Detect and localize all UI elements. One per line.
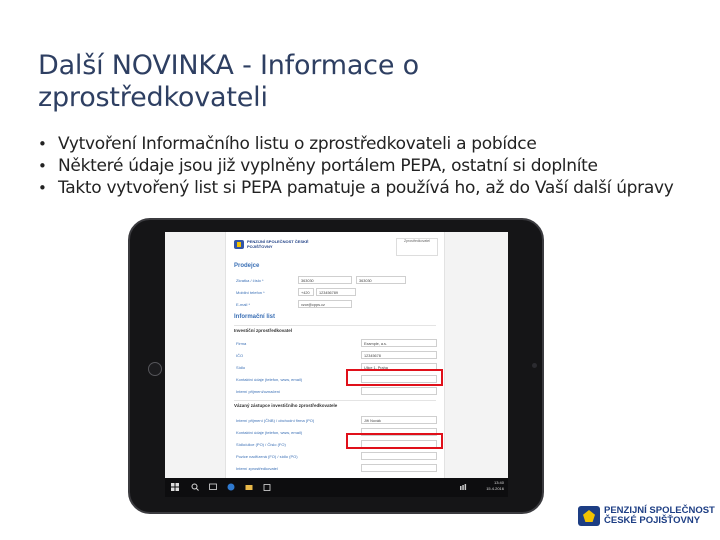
tablet-camera bbox=[532, 363, 537, 368]
field-input[interactable]: Example, a.s. bbox=[361, 339, 437, 347]
field-label: Interní přijmení/označení bbox=[236, 389, 281, 394]
field-input[interactable] bbox=[361, 452, 437, 460]
section-info: Informační list bbox=[234, 314, 276, 320]
store-icon[interactable] bbox=[263, 483, 271, 491]
field-input[interactable]: Jiří Novák bbox=[361, 416, 437, 424]
divider bbox=[234, 325, 436, 326]
field-input[interactable] bbox=[361, 387, 437, 395]
taskbar-time: 13:40 bbox=[493, 480, 504, 485]
taskbar-clock[interactable] bbox=[486, 480, 504, 492]
field-label: Zkratka / číslo * bbox=[236, 278, 264, 283]
tablet-screen bbox=[165, 232, 508, 497]
brand-logo-text: PENZIJNÍ SPOLEČNOST ČESKÉ POJIŠŤOVNY bbox=[247, 239, 309, 249]
field-label: Interní zprostředkovatel bbox=[236, 466, 278, 471]
bullet-item: • Takto vytvořený list si PEPA pamatuje a používá ho, až do Vaší další úpravy bbox=[38, 177, 698, 199]
footer-logo-text bbox=[604, 506, 715, 526]
field-input[interactable]: 363030 bbox=[298, 276, 352, 284]
brand-logo-icon bbox=[234, 240, 244, 249]
network-icon[interactable] bbox=[459, 483, 467, 491]
field-label: E-mail * bbox=[236, 302, 251, 307]
field-label: IČO bbox=[236, 353, 244, 358]
windows-start-icon[interactable] bbox=[171, 483, 179, 491]
windows-taskbar bbox=[165, 478, 508, 497]
task-view-icon[interactable] bbox=[209, 483, 217, 491]
subsection-invest: Investiční zprostředkovatel bbox=[234, 328, 293, 333]
highlight-box bbox=[346, 433, 443, 449]
search-icon[interactable] bbox=[191, 483, 199, 491]
field-input[interactable]: vzor@cpps.cz bbox=[298, 300, 352, 308]
field-input[interactable]: +420 bbox=[298, 288, 314, 296]
file-explorer-icon[interactable] bbox=[245, 483, 253, 491]
subsection-vazany: Vázaný zástupce investičního zprostředkovatele bbox=[234, 403, 338, 408]
footer-logo-line2: ČESKÉ POJIŠŤOVNY bbox=[604, 515, 701, 526]
field-label: Kontaktní údaje (telefon, www, email) bbox=[236, 377, 303, 382]
field-input[interactable]: Ulice 1, Praha bbox=[361, 363, 437, 371]
field-label: Sídlo/ulice (PO) / Číslo (FO) bbox=[236, 442, 286, 447]
slide-title: Další NOVINKA - Informace o zprostředkovateli bbox=[38, 50, 419, 113]
bullet-item: • Některé údaje jsou již vyplněny portálem PEPA, ostatní si doplníte bbox=[38, 155, 698, 177]
footer-logo-line1: PENZIJNÍ SPOLEČNOST bbox=[604, 505, 715, 516]
taskbar-date: 15.4.2016 bbox=[486, 486, 504, 491]
field-label: Sídlo bbox=[236, 365, 246, 370]
user-box[interactable]: Zprostředkovatel bbox=[396, 238, 438, 256]
field-label: Interní přijmení (ČNB) / obchodní firma (PO) bbox=[236, 418, 315, 423]
bullet-list bbox=[38, 133, 698, 199]
tablet-home-button bbox=[148, 362, 162, 376]
bullet-item: • Vytvoření Informačního listu o zprostředkovateli a pobídce bbox=[38, 133, 698, 155]
field-label: Firma bbox=[236, 341, 247, 346]
field-input[interactable]: 12345678 bbox=[361, 351, 437, 359]
field-input[interactable]: 363030 bbox=[356, 276, 406, 284]
divider bbox=[234, 400, 436, 401]
highlight-box bbox=[346, 369, 443, 386]
section-prodejce: Prodejce bbox=[234, 263, 260, 269]
edge-browser-icon[interactable] bbox=[227, 483, 235, 491]
ceska-pojistovna-logo-icon bbox=[578, 506, 600, 526]
field-label: Mobilní telefon * bbox=[236, 290, 265, 295]
field-input[interactable]: 123456789 bbox=[316, 288, 356, 296]
field-label: Pozice nadřízená (FO) / sídlo (PO) bbox=[236, 454, 298, 459]
field-input[interactable] bbox=[361, 464, 437, 472]
field-label: Kontaktní údaje (telefon, www, email) bbox=[236, 430, 303, 435]
